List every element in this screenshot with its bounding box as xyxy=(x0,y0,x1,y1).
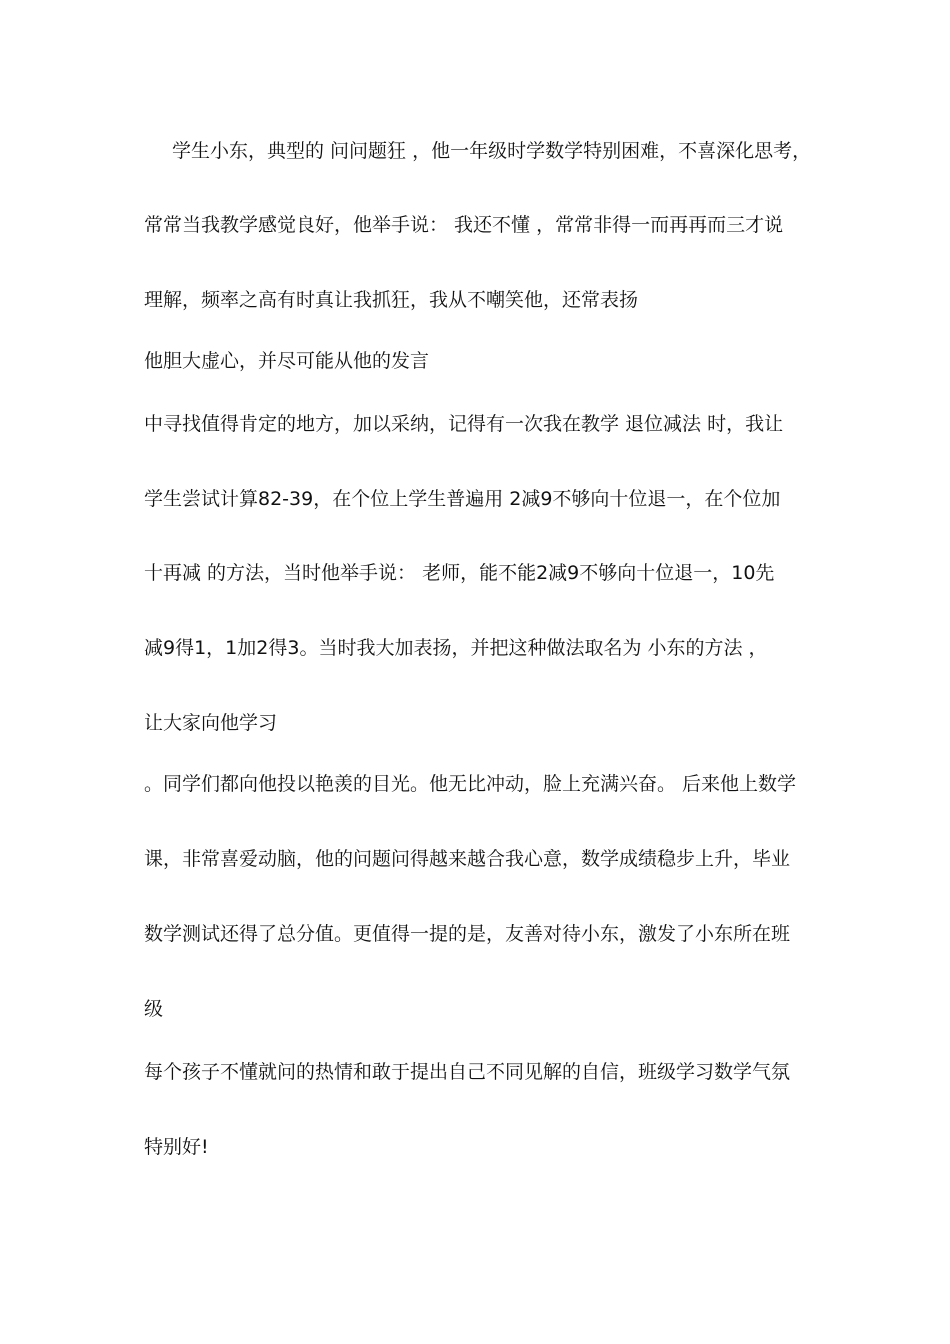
paragraph-line-5: 中寻找值得肯定的地方，加以采纳，记得有一次我在教学 退位减法 时，我让 xyxy=(144,413,784,435)
paragraph-line-6: 学生尝试计算82-39，在个位上学生普遍用 2减9不够向十位退一，在个位加 xyxy=(144,488,781,510)
paragraph-line-2: 常常当我教学感觉良好，他举手说： 我还不懂 ，常常非得一而再再而三才说 xyxy=(144,214,784,236)
paragraph-line-14: 每个孩子不懂就问的热情和敢于提出自己不同见解的自信，班级学习数学气氛 xyxy=(144,1061,791,1083)
paragraph-line-12: 数学测试还得了总分值。更值得一提的是，友善对待小东，激发了小东所在班 xyxy=(144,923,791,945)
paragraph-line-9: 让大家向他学习 xyxy=(144,712,278,734)
paragraph-line-4: 他胆大虚心，并尽可能从他的发言 xyxy=(144,350,430,372)
paragraph-line-8: 减9得1，1加2得3。当时我大加表扬，并把这种做法取名为 小东的方法 ， xyxy=(144,637,768,659)
paragraph-line-15: 特别好! xyxy=(144,1136,209,1158)
paragraph-line-3: 理解，频率之高有时真让我抓狂，我从不嘲笑他，还常表扬 xyxy=(144,289,639,311)
paragraph-line-11: 课，非常喜爱动脑，他的问题问得越来越合我心意，数学成绩稳步上升，毕业 xyxy=(144,848,791,870)
paragraph-line-13: 级 xyxy=(144,998,164,1020)
paragraph-line-1: 学生小东，典型的 问问题狂 ，他一年级时学数学特别困难，不喜深化思考， xyxy=(172,140,812,162)
paragraph-line-10: 。同学们都向他投以艳羡的目光。他无比冲动，脸上充满兴奋。 后来他上数学 xyxy=(144,773,797,795)
paragraph-line-7: 十再减 的方法，当时他举手说： 老师，能不能2减9不够向十位退一，10先 xyxy=(144,562,775,584)
